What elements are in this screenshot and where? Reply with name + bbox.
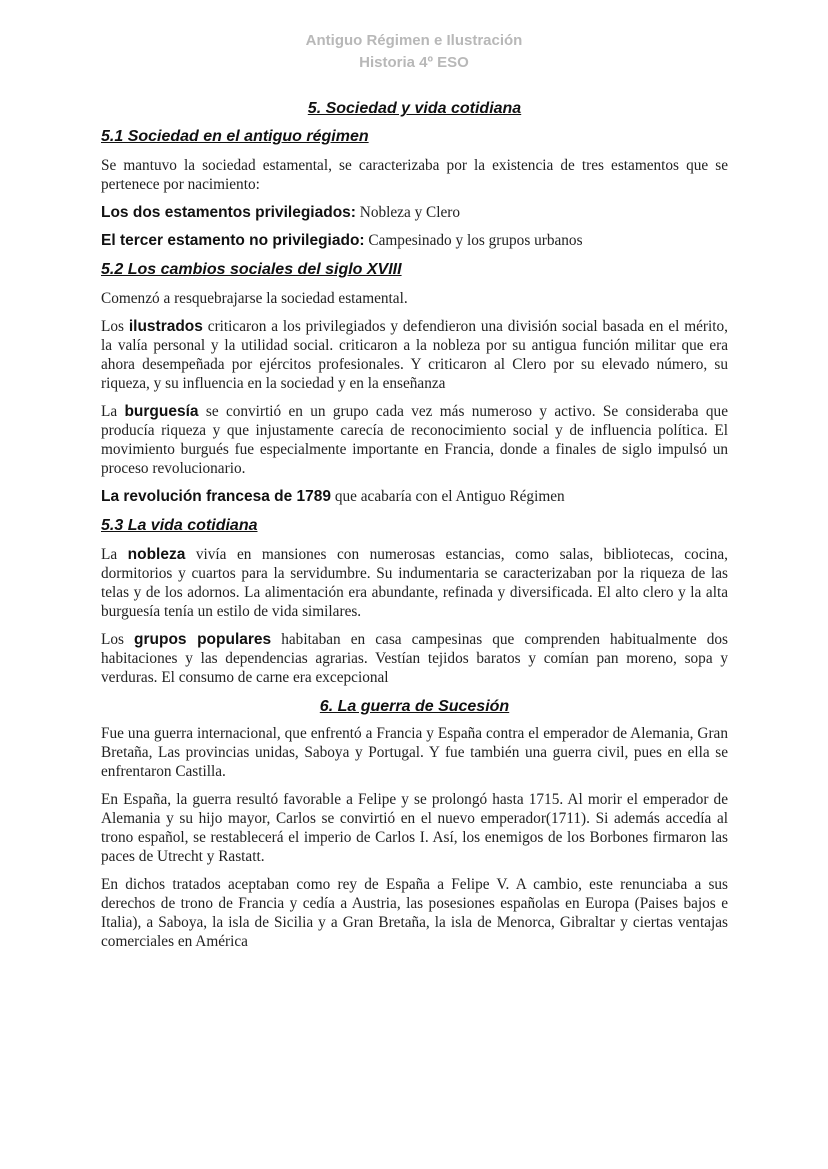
paragraph <box>101 317 728 393</box>
paragraph: En España, la guerra resultó favorable a Felipe y se prolongó hasta 1715. Al morir el emperador de Alemania y su hijo mayor, Carlos se convirtió en el nuevo emperador(1711). Si además accedía al trono español, se restablecerá el imperio de Carlos I. Así, los enemigos de los Borbones firmaron las paces de Utrecht y Rastatt. <box>101 791 728 865</box>
bold-term: El tercer estamento no privilegiado: <box>101 232 365 249</box>
paragraph-text: Campesinado y los grupos urbanos <box>364 232 583 249</box>
bold-term: La revolución francesa de 1789 <box>101 488 332 505</box>
paragraph <box>101 203 728 222</box>
paragraph-text: criticaron a los privilegiados y defendieron una división social basada en el mérito, la valía personal y la utilidad social. criticaron a la nobleza por su antigua función militar que era ahora desempeñada por ejércitos profesionales. Y criticaron al Clero por su elevado número, su riqueza, y su influencia en la sociedad y en la enseñanza <box>101 318 728 392</box>
paragraph <box>101 487 728 506</box>
paragraph-text: Los <box>101 631 135 648</box>
paragraph-text: La <box>101 403 125 420</box>
paragraph <box>101 545 728 621</box>
bold-term: nobleza <box>127 546 186 563</box>
section-5-3-title: 5.3 La vida cotidiana <box>101 517 258 534</box>
paragraph-text: Los <box>101 318 129 335</box>
paragraph <box>101 231 728 250</box>
section-5-2-title: 5.2 Los cambios sociales del siglo XVIII <box>101 261 402 278</box>
header-subtitle: Historia 4º ESO <box>359 54 469 71</box>
paragraph-text: habitaban en casa campesinas que comprenden habitualmente dos habitaciones y las dependencias agrarias. Vestían tejidos baratos y comían pan moreno, sopa y verduras. El consumo de carne era excepcional <box>101 631 728 686</box>
paragraph: Se mantuvo la sociedad estamental, se caracterizaba por la existencia de tres estamentos que se pertenece por nacimiento: <box>101 157 728 193</box>
section-5-title: 5. Sociedad y vida cotidiana <box>307 100 522 117</box>
paragraph-text: que acabaría con el Antiguo Régimen <box>331 488 565 505</box>
header-title: Antiguo Régimen e Ilustración <box>305 32 523 49</box>
bold-term: burguesía <box>124 403 199 420</box>
paragraph: Fue una guerra internacional, que enfrentó a Francia y España contra el emperador de Alemania, Gran Bretaña, Las provincias unidas, Saboya y Portugal. Y fue también una guerra civil, pues en ella se enfrentaron Castilla. <box>101 725 728 780</box>
paragraph-text: Nobleza y Clero <box>355 204 461 221</box>
paragraph: En dichos tratados aceptaban como rey de España a Felipe V. A cambio, este renunciaba a sus derechos de trono de Francia y cedía a Austria, las posesiones españolas en Europa (Paises bajos e Italia), a Saboya, la isla de Sicilia y a Gran Bretaña, la isla de Menorca, Gibraltar y ciertas ventajas comerciales en América <box>101 876 728 950</box>
paragraph-text: La <box>101 546 128 563</box>
bold-term: ilustrados <box>128 318 203 335</box>
section-6-title: 6. La guerra de Sucesión <box>319 698 510 715</box>
bold-term: Los dos estamentos privilegiados: <box>101 204 356 221</box>
paragraph: Comenzó a resquebrajarse la sociedad estamental. <box>101 290 408 307</box>
paragraph <box>101 402 728 478</box>
paragraph <box>101 630 728 687</box>
document-body <box>101 98 728 960</box>
page-header <box>0 30 828 74</box>
section-5-1-title: 5.1 Sociedad en el antiguo régimen <box>101 128 369 145</box>
paragraph-text: se convirtió en un grupo cada vez más numeroso y activo. Se consideraba que producía riqueza y que injustamente carecía de reconocimiento social y de influencia política. El movimiento burgués fue especialmente importante en Francia, donde a finales de siglo impulsó un proceso revolucionario. <box>101 403 728 477</box>
paragraph-text: vivía en mansiones con numerosas estancias, como salas, bibliotecas, cocina, dormitorios y cuartos para la servidumbre. Su indumentaria se caracterizaban por la riqueza de las telas y de los adornos. La alimentación era abundante, refinada y diversificada. El alto clero y la alta burguesía tenía un estilo de vida similares. <box>101 546 728 620</box>
bold-term: grupos populares <box>134 631 272 648</box>
